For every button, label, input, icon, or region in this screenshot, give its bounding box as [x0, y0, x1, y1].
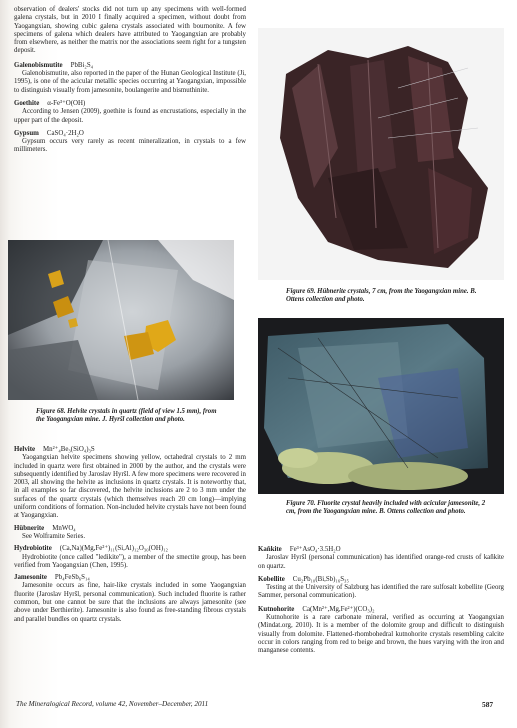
- mineral-formula: Ca(Mn²⁺,Mg,Fe²⁺)(CO₃)₂: [302, 605, 375, 613]
- mineral-formula: α-Fe³⁺O(OH): [47, 99, 86, 107]
- mineral-description: Testing at the University of Salzburg has identified the rare sulfosalt kobellite (Georg Sammer, personal communication).: [258, 584, 504, 600]
- mineral-formula: MnWO₄: [52, 524, 76, 532]
- mineral-description: Gypsum occurs very rarely as recent mineralization, in crystals to a few millimeters.: [14, 138, 246, 154]
- left-column-bottom: [14, 446, 246, 624]
- mineral-description: According to Jensen (2009), goethite is found as encrustations, especially in the upper part of the deposit.: [14, 108, 246, 124]
- mineral-name: Helvite: [14, 446, 36, 453]
- figure-70-caption: Figure 70. Fluorite crystal heavily included with acicular jamesonite, 2 cm, from the Yaogangxian mine. B. Ottens collection and photo.: [286, 500, 486, 516]
- figure-68-photo: [8, 240, 234, 400]
- mineral-description: Yaogangxian helvite specimens showing yellow, octahedral crystals to 2 mm included in quartz were first obtained in 2000 by the author, and the crystals were subsequently identified by Jaroslav Hyršl. A few more specimens were recovered in 2003, all showing the helvite as inclusions in quartz crystals. It is noteworthy that, in all examples so far discovered, the helvite inclusions are 2 to 3 mm under the surfaces of the quartz crystals (which themselves reach 20 cm long)—implying uniform conditions of formation. Non-included helvite crystals have not been found at Yaogangxian.: [14, 454, 246, 520]
- mineral-description: Jamesonite occurs as fine, hair-like crystals included in some Yaogangxian fluorite (Jaroslav Hyršl, personal communication). Such included fluorite is rather common, but one cannot be sure that the inclusions are always jamesonite (see above under Berthierite). Jamesonite is also found as free-standing fibrous crystals and parallel bundles on quartz crystals.: [14, 582, 246, 623]
- mineral-formula: Pb₄FeSb₆S₁₄: [54, 574, 90, 582]
- mineral-name: Goethite: [14, 99, 40, 107]
- mineral-description: Jaroslav Hyršl (personal communication) has identified orange-red crusts of kaňkite on quartz.: [258, 554, 504, 570]
- entry-kutnohorite: [258, 606, 504, 656]
- figure-69-caption: Figure 69. Hübnerite crystals, 7 cm, from the Yaogangxian mine. B. Ottens collection and photo.: [286, 288, 477, 304]
- helvite-photo-image: [8, 240, 234, 400]
- mineral-name: Hübnerite: [14, 524, 45, 532]
- left-column-top: [14, 6, 246, 155]
- mineral-description: Kutnohorite is a rare carbonate mineral, verified as occurring at Yaogangxian (Mindat.org, 2010). It is a member of the dolomite group and difficult to distinguish visually from dolomite. Flattened-rhombohedral kutnohorite crystals resembling calcite occur in colors ranging from red to beige and brown, the hues varying with the iron and manganese contents.: [258, 614, 504, 655]
- mineral-name: Kaňkite: [258, 546, 282, 553]
- mineral-name: Hydrobiotite: [14, 545, 52, 553]
- entry-helvite: [14, 446, 246, 521]
- entry-gypsum: [14, 130, 246, 155]
- mineral-description: See Wolframite Series.: [22, 532, 86, 540]
- mineral-name: Kutnohorite: [258, 605, 295, 613]
- figure-68-caption: Figure 68. Helvite crystals in quartz (field of view 1.5 mm), from the Yaogangxian mine. J. Hyršl collection and photo.: [36, 408, 217, 424]
- journal-footer: The Mineralogical Record, volume 42, November–December, 2011: [16, 700, 209, 708]
- mineral-name: Kobellite: [258, 575, 285, 583]
- page-number: 587: [482, 700, 494, 709]
- galena-paragraph: observation of dealers' stocks did not turn up any specimens with well-formed galena crystals, but in 2010 I finally acquired a specimen, without doubt from Yaogangxian, showing cubic galena crystals associated with bournonite. A few specimens of galena which dealers have attributed to Yaogangxian are probably from elsewhere, as neither the matrix nor the associations seem right for a tungsten deposit.: [14, 6, 246, 55]
- entry-galenobismutite: [14, 62, 246, 95]
- figure-69-photo: [258, 28, 504, 280]
- entry-kankite: [258, 546, 504, 571]
- mineral-name: Galenobismutite: [14, 61, 63, 69]
- mineral-formula: PbBi₂S₄: [70, 61, 94, 69]
- mineral-formula: Mn²⁺₄Be₃(SiO₄)₃S: [43, 446, 95, 453]
- right-column-bottom: [258, 546, 504, 656]
- mineral-formula: Cu₂Pb₁₀(Bi,Sb)₁₆S₃₅: [292, 575, 349, 583]
- mineral-description: Galenobismutite, also reported in the paper of the Hunan Geological Institute (Ji, 1995), is one of the acicular metallic species occurring at Yaogangxian, impossible to distinguish visually from jamesonite, boulangerite and bismuthinite.: [14, 70, 246, 94]
- hubnerite-photo-image: [258, 28, 504, 280]
- entry-kobellite: [258, 576, 504, 601]
- mineral-formula: Fe³⁺AsO₄·3.5H₂O: [289, 546, 341, 553]
- figure-70-photo: [258, 318, 504, 494]
- entry-jamesonite: [14, 574, 246, 624]
- mineral-formula: (Ca,Na)(Mg,Fe²⁺)₁₁(Si,Al)₁₂O₃₀(OH)₁₂: [59, 545, 168, 553]
- mineral-name: Jamesonite: [14, 574, 47, 582]
- entry-hubnerite: [14, 525, 246, 542]
- fluorite-photo-image: [258, 318, 504, 494]
- mineral-description: Hydrobiotite (once called "ledikite"), a member of the smectite group, has been verified from Yaogangxian (Chen, 1995).: [14, 553, 246, 569]
- mineral-formula: CaSO₄·2H₂O: [46, 129, 84, 137]
- entry-goethite: [14, 100, 246, 125]
- entry-hydrobiotite: [14, 545, 246, 570]
- mineral-name: Gypsum: [14, 129, 39, 137]
